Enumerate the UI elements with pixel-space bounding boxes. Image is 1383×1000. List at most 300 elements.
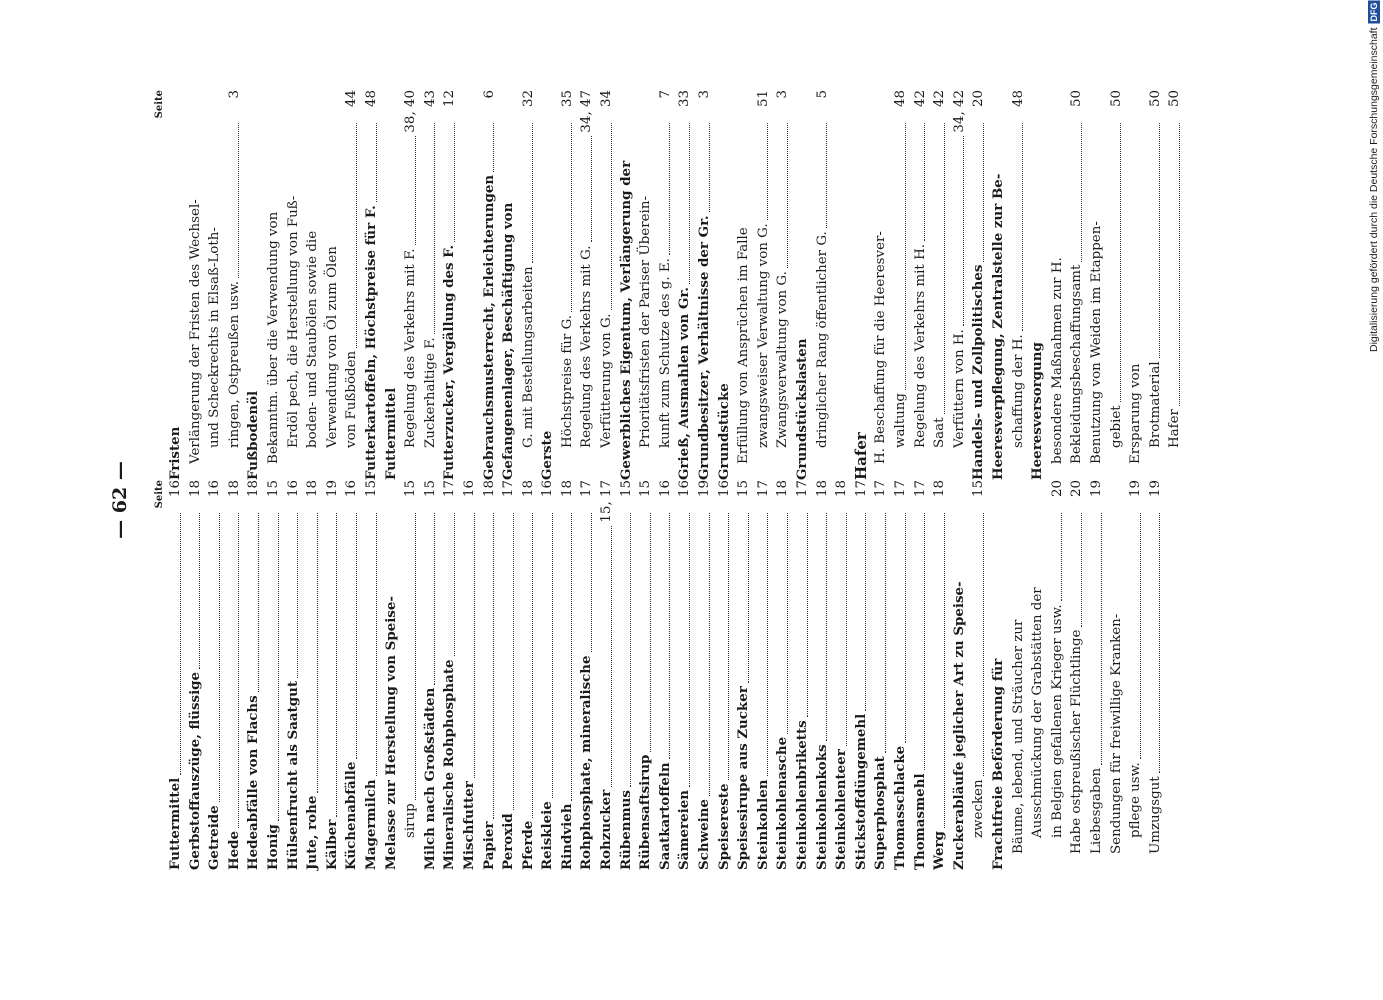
- leader-dots: [199, 513, 200, 669]
- leader-dots: [983, 513, 984, 776]
- index-entry: [813, 480, 833, 870]
- entry-text: Zwangsverwaltung von G.: [775, 271, 791, 448]
- entry-text: Küchenabfälle: [343, 761, 360, 870]
- entry-text: Gerbstoffauszüge, flüssige: [186, 671, 203, 870]
- entry-text: Hafer: [851, 432, 870, 480]
- entry-page: 34, 42: [951, 90, 967, 133]
- leader-dots: [1101, 513, 1102, 765]
- entry-text: Grundstücke: [715, 383, 732, 480]
- index-entry: [244, 90, 264, 480]
- entry-page: 19: [697, 480, 713, 498]
- entry-page: 17: [873, 480, 889, 498]
- leader-dots: [356, 123, 357, 348]
- index-entry: [617, 90, 637, 480]
- entry-text: Hede: [225, 830, 242, 870]
- entry-page: 42: [912, 90, 928, 108]
- index-entry: [911, 480, 931, 870]
- entry-text: Peroxid: [500, 813, 517, 870]
- entry-text: Sämereien: [676, 790, 693, 870]
- entry-text: Werg: [931, 831, 948, 870]
- entry-text: Gefangenenlager, Beschäftigung von: [500, 202, 517, 480]
- entry-text: Mischfutter: [460, 781, 477, 870]
- index-entry: [754, 90, 774, 480]
- index-entry: [1009, 480, 1029, 870]
- entry-page: 15: [363, 480, 379, 498]
- index-entry: [930, 90, 950, 480]
- entry-text: Futtermittel: [382, 387, 399, 480]
- entry-page: 38, 40: [403, 90, 419, 133]
- entry-page: 15: [618, 480, 634, 498]
- leader-dots: [219, 513, 220, 802]
- index-entry: [577, 480, 597, 870]
- leader-dots: [865, 513, 866, 711]
- entry-page: 51: [755, 90, 771, 108]
- entry-page: 12: [442, 90, 458, 108]
- entry-text: Milch nach Großstädten: [421, 687, 438, 870]
- index-entry: [597, 90, 617, 480]
- index-entry: [1048, 90, 1068, 480]
- entry-text: Brotmaterial: [1147, 361, 1163, 448]
- entry-page: 16: [716, 480, 732, 498]
- seite-label-right: Seite: [154, 90, 165, 119]
- leader-dots: [434, 513, 435, 685]
- index-entry: [460, 480, 480, 870]
- entry-page: 15: [403, 480, 419, 498]
- entry-page: 33: [677, 90, 693, 108]
- entry-page: 3: [775, 90, 791, 99]
- entry-page: 18: [187, 480, 203, 498]
- entry-page: 16: [657, 480, 673, 498]
- entry-text: boden- und Staubölen sowie die: [305, 230, 321, 448]
- index-entry: [577, 90, 597, 480]
- entry-text: Rübenmus: [617, 790, 634, 870]
- seite-label-left: Seite: [154, 480, 165, 509]
- entry-text: Futterzucker, Vergällung des F.: [441, 245, 458, 480]
- leader-dots: [474, 513, 475, 778]
- entry-text: Gewerbliches Eigentum, Verlängerung der: [617, 160, 634, 480]
- leader-dots: [415, 136, 416, 246]
- entry-text: Getreide: [206, 805, 223, 870]
- entry-page: 17: [442, 480, 458, 498]
- digitization-note: Digitalisierung gefördert durch die Deutsche Forschungsgemeinschaft: [1368, 27, 1380, 352]
- index-entry: [382, 90, 402, 480]
- index-entry: [617, 480, 637, 870]
- index-entry: [852, 90, 872, 480]
- entry-page: 35: [559, 90, 575, 108]
- leader-dots: [983, 123, 984, 262]
- entry-text: Steinkohlenasche: [774, 736, 791, 870]
- index-entry: [1067, 480, 1087, 870]
- entry-text: Rohzucker: [598, 789, 615, 870]
- leader-dots: [356, 513, 357, 759]
- index-entry: [930, 480, 950, 870]
- leader-dots: [591, 513, 592, 652]
- index-entry: [1028, 480, 1048, 870]
- entry-text: Steinkohlenkoks: [813, 744, 830, 870]
- entry-text: und Scheckrechts in Elsaß-Loth-: [207, 227, 223, 448]
- entry-text: Kälber: [323, 819, 340, 870]
- index-entry: [1048, 480, 1068, 870]
- leader-dots: [924, 123, 925, 241]
- index-entry: [950, 90, 970, 480]
- entry-page: 3: [697, 90, 713, 99]
- leader-dots: [650, 513, 651, 752]
- entry-text: Pferde: [519, 820, 536, 870]
- entry-text: G. mit Bestellungsarbeiten: [520, 266, 536, 448]
- entry-text: Speisereste: [715, 783, 732, 870]
- index-entry: [715, 90, 735, 480]
- index-entry: [1146, 480, 1166, 870]
- index-entry: [891, 90, 911, 480]
- index-entry: [342, 90, 362, 480]
- index-entry: [186, 90, 206, 480]
- entry-text: Verwendung von Öl zum Ölen: [324, 246, 340, 448]
- entry-text: Fristen: [167, 426, 183, 480]
- entry-page: 18: [834, 480, 850, 498]
- entry-text: Höchstpreise für G.: [559, 314, 575, 448]
- entry-text: dringlicher Rang öffentlicher G.: [814, 231, 830, 448]
- leader-dots: [689, 123, 690, 284]
- entry-page: 17: [579, 480, 595, 498]
- index-entry: [264, 480, 284, 870]
- entry-page: 19: [1128, 480, 1144, 498]
- index-entry: [1165, 90, 1185, 480]
- entry-page: 17: [892, 480, 908, 498]
- index-entry: [656, 480, 676, 870]
- leader-dots: [787, 513, 788, 734]
- entry-page: 7: [657, 90, 673, 99]
- entry-page: 15: [265, 480, 281, 498]
- leader-dots: [944, 513, 945, 828]
- digitization-credit: [1363, 0, 1383, 395]
- index-entry: [558, 90, 578, 480]
- entry-text: Magermilch: [362, 779, 379, 870]
- entry-text: pflege usw.: [1128, 762, 1144, 838]
- leader-dots: [767, 123, 768, 220]
- entry-text: Saat: [932, 417, 948, 448]
- leader-dots: [1120, 123, 1121, 402]
- index-entry: [754, 480, 774, 870]
- entry-page: 50: [1069, 90, 1085, 108]
- leader-dots: [709, 123, 710, 212]
- entry-page: 19: [1147, 480, 1163, 498]
- index-column-left: [153, 480, 1165, 870]
- index-entry: [303, 480, 323, 870]
- entry-text: Melasse zur Herstellung von Speise-: [382, 596, 399, 870]
- entry-page: 15, 17: [599, 480, 615, 523]
- leader-dots: [787, 123, 788, 268]
- index-entry: [205, 90, 225, 480]
- leader-dots: [278, 513, 279, 821]
- index-entry: [597, 480, 617, 870]
- index-entry: [480, 90, 500, 480]
- index-entry: [323, 90, 343, 480]
- entry-text: kunft zum Schutze des g. E.: [657, 258, 673, 448]
- index-entry: [225, 480, 245, 870]
- entry-text: H. Beschaffung für die Heeresver-: [873, 231, 889, 464]
- entry-text: Regelung des Verkehrs mit G.: [579, 245, 595, 448]
- entry-page: 18: [559, 480, 575, 498]
- entry-text: Liebesgaben: [1088, 767, 1104, 854]
- entry-page: 18: [246, 480, 262, 498]
- index-entry: [695, 90, 715, 480]
- entry-text: waltung: [892, 393, 908, 448]
- leader-dots: [415, 513, 416, 800]
- entry-text: besondere Maßnahmen zur H.: [1049, 257, 1065, 464]
- leader-dots: [552, 513, 553, 798]
- entry-text: Steinkohlen: [754, 779, 771, 870]
- entry-page: 18: [481, 480, 497, 498]
- leader-dots: [317, 513, 318, 793]
- entry-text: zwecken: [971, 779, 987, 838]
- entry-text: Frachtfreie Beförderung für: [989, 658, 1006, 870]
- index-entry: [891, 480, 911, 870]
- leader-dots: [513, 513, 514, 810]
- index-entry: [1087, 480, 1107, 870]
- entry-text: Habe ostpreußischer Flüchtlinge: [1069, 629, 1085, 854]
- leader-dots: [336, 513, 337, 817]
- index-entry: [793, 90, 813, 480]
- index-entry: [303, 90, 323, 480]
- leader-dots: [1081, 513, 1082, 627]
- index-entry: [989, 90, 1009, 480]
- leader-dots: [767, 513, 768, 777]
- index-entry: [519, 480, 539, 870]
- entry-page: 6: [481, 90, 497, 99]
- entry-page: 17: [912, 480, 928, 498]
- leader-dots: [1140, 513, 1141, 759]
- leader-dots: [669, 123, 670, 255]
- index-entry: [480, 480, 500, 870]
- leader-dots: [376, 513, 377, 776]
- entry-page: 17: [853, 480, 869, 498]
- entry-text: Rohphosphate, mineralische: [578, 655, 595, 870]
- index-entry: [852, 480, 872, 870]
- leader-dots: [1179, 123, 1180, 406]
- entry-text: Thomasmehl: [911, 773, 928, 870]
- index-entry: [362, 90, 382, 480]
- entry-text: Hülsenfrucht als Saatgut: [284, 680, 301, 870]
- entry-text: Ersparung von: [1128, 363, 1144, 464]
- entry-text: Saatkartoffeln: [656, 762, 673, 870]
- entry-text: Reiskleie: [539, 801, 556, 870]
- index-entry: [1009, 90, 1029, 480]
- index-entry: [1107, 480, 1127, 870]
- leader-dots: [826, 123, 827, 228]
- entry-page: 50: [1147, 90, 1163, 108]
- entry-page: 44: [344, 90, 360, 108]
- index-entry: [950, 480, 970, 870]
- entry-page: 19: [1088, 480, 1104, 498]
- entry-text: Handels- und Zollpolitisches: [970, 264, 987, 480]
- entry-page: 5: [814, 90, 830, 99]
- index-entry: [911, 90, 931, 480]
- index-entry: [871, 480, 891, 870]
- leader-dots: [180, 513, 181, 775]
- entry-page: 20: [1049, 480, 1065, 498]
- entry-text: Heeresverpflegung, Zentralstelle zur Be-: [989, 173, 1006, 480]
- entry-page: 16: [285, 480, 301, 498]
- entry-text: gebiet: [1108, 405, 1124, 448]
- index-entry: [989, 480, 1009, 870]
- entry-text: Mineralische Rohphosphate: [441, 659, 458, 870]
- leader-dots: [297, 513, 298, 678]
- entry-text: Umzugsgut: [1147, 776, 1163, 854]
- index-entry: [1107, 90, 1127, 480]
- index-entry: [1126, 90, 1146, 480]
- entry-page: 3: [226, 90, 242, 99]
- entry-text: Fußbodenöl: [245, 390, 262, 480]
- leader-dots: [376, 123, 377, 202]
- entry-page: 15: [638, 480, 654, 498]
- leader-dots: [630, 513, 631, 787]
- entry-text: Bekanntm. über die Verwendung von: [265, 211, 281, 464]
- index-entry: [636, 480, 656, 870]
- rotated-index-page: [101, 90, 1281, 910]
- leader-dots: [669, 513, 670, 759]
- index-entry: [362, 480, 382, 870]
- leader-dots: [238, 513, 239, 828]
- index-entry: [538, 480, 558, 870]
- index-entry: [969, 480, 989, 870]
- entry-text: Zuckerabläufe jeglicher Art zu Speise-: [950, 581, 967, 870]
- entry-text: Rübensaftsirup: [637, 754, 654, 870]
- entry-text: Grundbesitzer, Verhältnisse der Gr.: [696, 215, 713, 480]
- index-entry: [793, 480, 813, 870]
- leader-dots: [885, 513, 886, 753]
- entry-text: Gerste: [539, 430, 556, 480]
- index-entry: [440, 480, 460, 870]
- index-entry: [284, 90, 304, 480]
- entry-text: schaffung der H.: [1010, 334, 1026, 448]
- entry-text: von Fußböden: [344, 350, 360, 448]
- entry-text: Prioritätsfristen der Pariser Überein-: [638, 196, 654, 448]
- index-entry: [440, 90, 460, 480]
- entry-text: ringen, Ostpreußen usw.: [226, 280, 242, 448]
- entry-text: Ausschmückung der Grabstätten der: [1030, 587, 1046, 838]
- index-entry: [1028, 90, 1048, 480]
- index-entry: [832, 480, 852, 870]
- leader-dots: [748, 513, 749, 683]
- index-entry: [1067, 90, 1087, 480]
- leader-dots: [1061, 513, 1062, 601]
- leader-dots: [924, 513, 925, 770]
- leader-dots: [944, 123, 945, 414]
- index-entry: [342, 480, 362, 870]
- leader-dots: [1022, 123, 1023, 331]
- entry-page: 18: [305, 480, 321, 498]
- index-entry: [773, 90, 793, 480]
- leader-dots: [532, 513, 533, 818]
- entry-page: 34: [599, 90, 615, 108]
- entry-page: 15: [422, 480, 438, 498]
- entry-page: 20: [1069, 480, 1085, 498]
- leader-dots: [807, 513, 808, 717]
- entry-text: Honig: [264, 824, 281, 870]
- index-entry: [186, 480, 206, 870]
- entry-page: 43: [422, 90, 438, 108]
- entry-page: 48: [1010, 90, 1026, 108]
- page-number: — 62 —: [109, 461, 131, 539]
- index-entry: [382, 480, 402, 870]
- entry-page: 16: [461, 480, 477, 498]
- index-entry: [205, 480, 225, 870]
- leader-dots: [571, 513, 572, 801]
- index-entry: [519, 90, 539, 480]
- entry-text: Regelung des Verkehrs mit H.: [912, 244, 928, 448]
- index-entry: [264, 90, 284, 480]
- index-entry: [656, 90, 676, 480]
- entry-text: Verlängerung der Fristen des Wechsel-: [187, 199, 203, 464]
- index-entry: [969, 90, 989, 480]
- leader-dots: [905, 123, 906, 390]
- entry-page: 50: [1167, 90, 1183, 108]
- index-entry: [401, 90, 421, 480]
- index-entry: [499, 90, 519, 480]
- index-entry: [558, 480, 578, 870]
- dfg-logo: DFG: [1369, 2, 1379, 21]
- entry-page: 17: [795, 480, 810, 498]
- leader-dots: [905, 513, 906, 743]
- entry-text: Grundstückslasten: [794, 338, 810, 480]
- entry-text: Heeresversorgung: [1029, 342, 1046, 480]
- entry-text: sirup: [403, 803, 419, 838]
- entry-page: 16: [168, 480, 183, 498]
- index-entry: [401, 480, 421, 870]
- leader-dots: [611, 123, 612, 311]
- entry-page: 15: [736, 480, 752, 498]
- entry-page: 18: [775, 480, 791, 498]
- leader-dots: [1159, 123, 1160, 358]
- leader-dots: [1159, 513, 1160, 773]
- index-entry: [499, 480, 519, 870]
- index-entry: [773, 480, 793, 870]
- index-entry: [636, 90, 656, 480]
- index-entry: [1126, 480, 1146, 870]
- entry-page: 34, 47: [579, 90, 595, 133]
- leader-dots: [709, 513, 710, 796]
- entry-text: Stickstoffdüngemehl: [852, 713, 869, 870]
- entry-text: Erdöl pech, die Herstellung von Fuß-: [285, 195, 301, 448]
- entry-page: 18: [226, 480, 242, 498]
- entry-page: 18: [932, 480, 948, 498]
- leader-dots: [493, 123, 494, 172]
- index-entry: [460, 90, 480, 480]
- entry-text: Erfüllung von Ansprüchen im Falle: [736, 227, 752, 464]
- leader-dots: [1081, 123, 1082, 262]
- leader-dots: [434, 123, 435, 334]
- index-entry: [734, 480, 754, 870]
- leader-dots: [258, 513, 259, 692]
- leader-dots: [728, 513, 729, 780]
- leader-dots: [454, 513, 455, 656]
- leader-dots: [238, 123, 239, 278]
- entry-text: Thomasschlacke: [891, 745, 908, 870]
- entry-page: 42: [932, 90, 948, 108]
- index-entry: [225, 90, 245, 480]
- entry-page: 18: [814, 480, 830, 498]
- leader-dots: [826, 513, 827, 741]
- entry-page: 18: [520, 480, 536, 498]
- index-entry: [1087, 90, 1107, 480]
- index-entry: [715, 480, 735, 870]
- index-entry: [421, 90, 441, 480]
- entry-text: Schweine: [696, 799, 713, 870]
- index-entry: [284, 480, 304, 870]
- entry-text: Bekleidungsbeschaffungsamt: [1069, 264, 1085, 464]
- leader-dots: [611, 526, 612, 787]
- entry-text: zwangsweiser Verwaltung von G.: [755, 223, 771, 448]
